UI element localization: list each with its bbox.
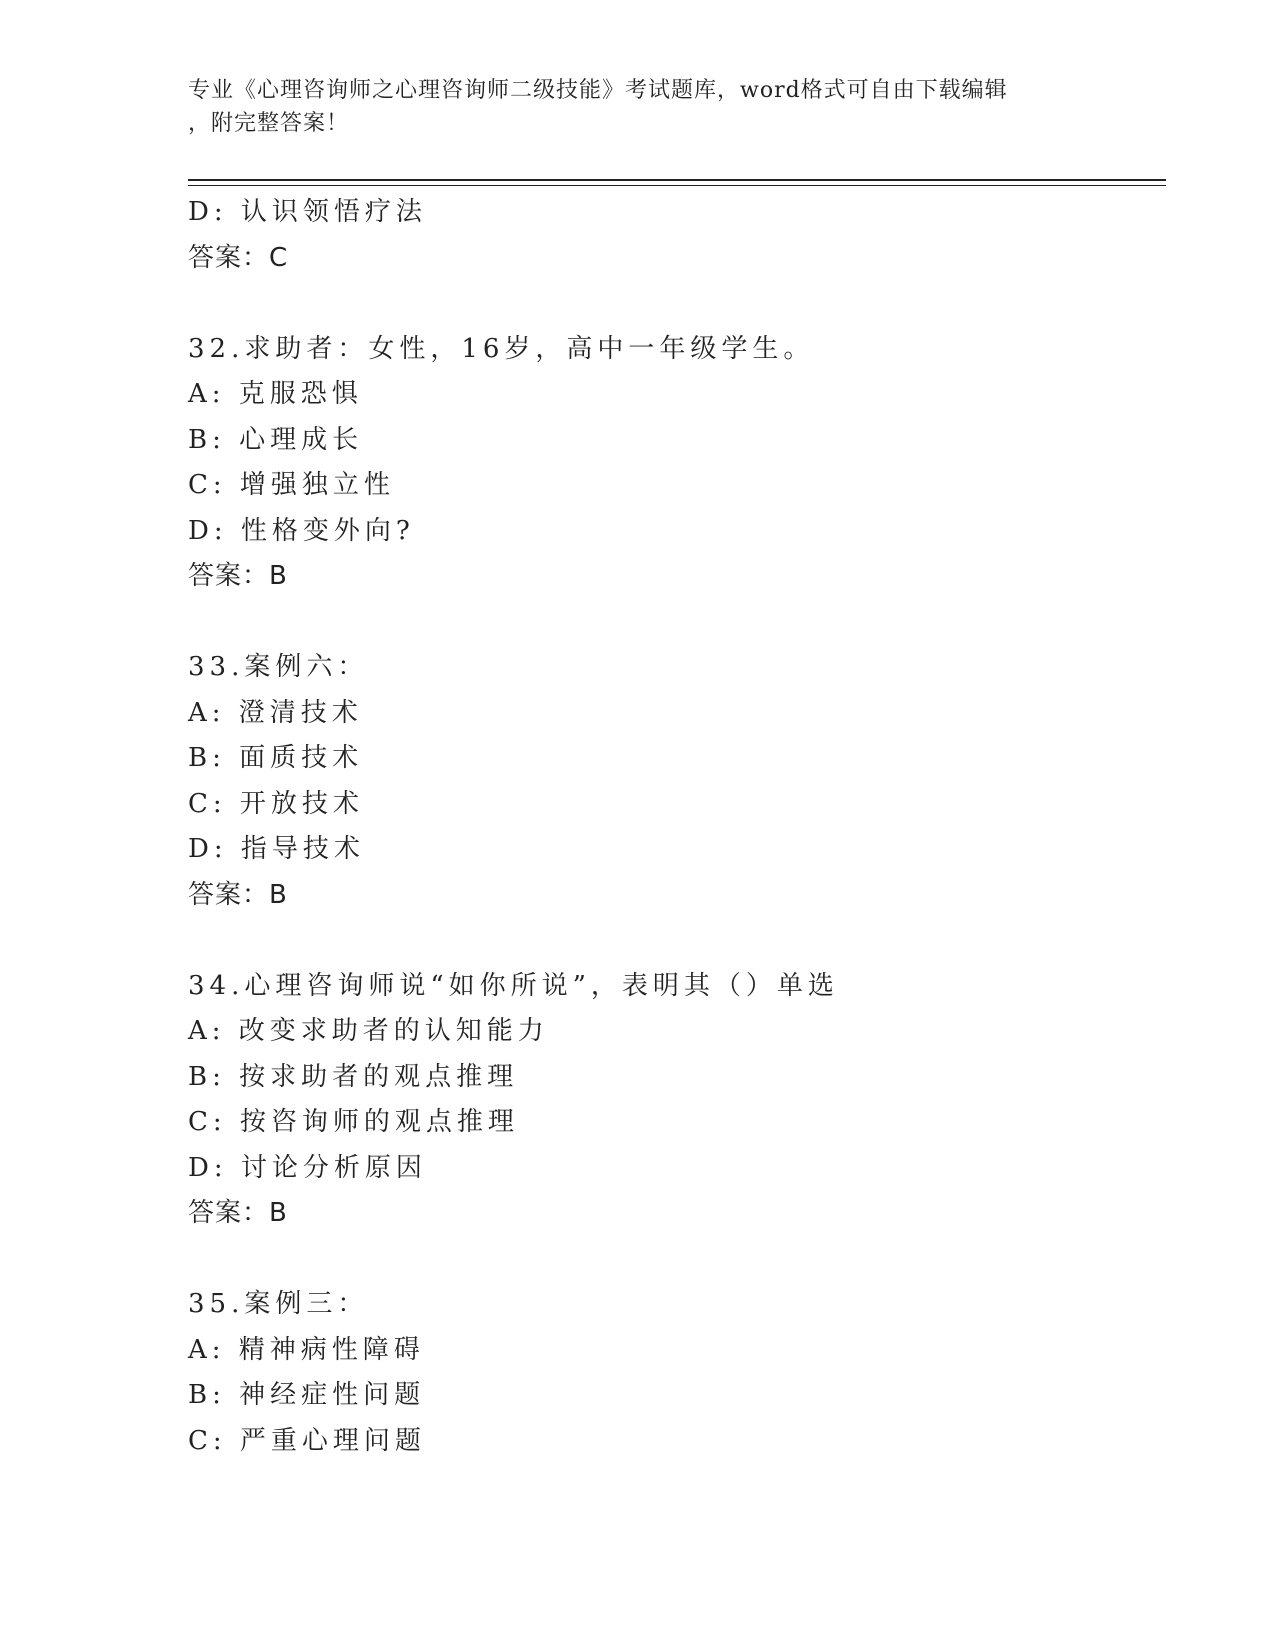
spacer	[188, 918, 1168, 964]
document-header	[188, 74, 1088, 140]
question-stem: 33.案例六：	[188, 652, 369, 682]
answer-line: 答案：B	[188, 1198, 288, 1228]
option-d: D: 认识领悟疗法	[188, 197, 427, 227]
question-stem: 35.案例三：	[188, 1289, 369, 1319]
option-a: A: 改变求助者的认知能力	[188, 1016, 549, 1046]
option-d: D: 指导技术	[188, 834, 365, 864]
header-divider-thick	[188, 179, 1166, 181]
question-list	[188, 190, 1168, 1464]
question-35	[188, 1282, 1168, 1464]
question-stem: 34.心理咨询师说“如你所说”，表明其（）单选	[188, 970, 839, 1001]
spacer	[188, 600, 1168, 646]
spacer	[188, 281, 1168, 327]
header-line-1: 专业《心理咨询师之心理咨询师二级技能》考试题库，word格式可自由下载编辑	[188, 78, 1008, 103]
answer-line: 答案：B	[188, 561, 288, 591]
header-line-2: ，附完整答案！	[188, 111, 350, 136]
option-b: B: 按求助者的观点推理	[188, 1061, 519, 1092]
option-c: C: 增强独立性	[188, 470, 395, 500]
question-33	[188, 645, 1168, 918]
question-stem: 32.求助者：女性，16岁，高中一年级学生。	[188, 333, 815, 364]
option-b: B: 神经症性问题	[188, 1380, 426, 1410]
question-32	[188, 327, 1168, 600]
option-c: C: 严重心理问题	[188, 1425, 426, 1456]
answer-line: 答案：B	[188, 879, 288, 910]
option-a: A: 克服恐惧	[188, 379, 363, 409]
option-b: B: 面质技术	[188, 743, 364, 773]
header-divider-thin	[188, 185, 1166, 186]
option-a: A: 澄清技术	[188, 697, 363, 728]
option-d: D: 讨论分析原因	[188, 1152, 427, 1183]
option-c: C: 开放技术	[188, 788, 364, 819]
previous-question-tail	[188, 190, 1168, 281]
answer-line: 答案：C	[188, 242, 289, 273]
option-a: A: 精神病性障碍	[188, 1334, 425, 1365]
question-34	[188, 964, 1168, 1237]
option-c: C: 按咨询师的观点推理	[188, 1107, 519, 1137]
option-b: B: 心理成长	[188, 424, 364, 455]
spacer	[188, 1237, 1168, 1283]
option-d: D: 性格变外向?	[188, 515, 415, 546]
